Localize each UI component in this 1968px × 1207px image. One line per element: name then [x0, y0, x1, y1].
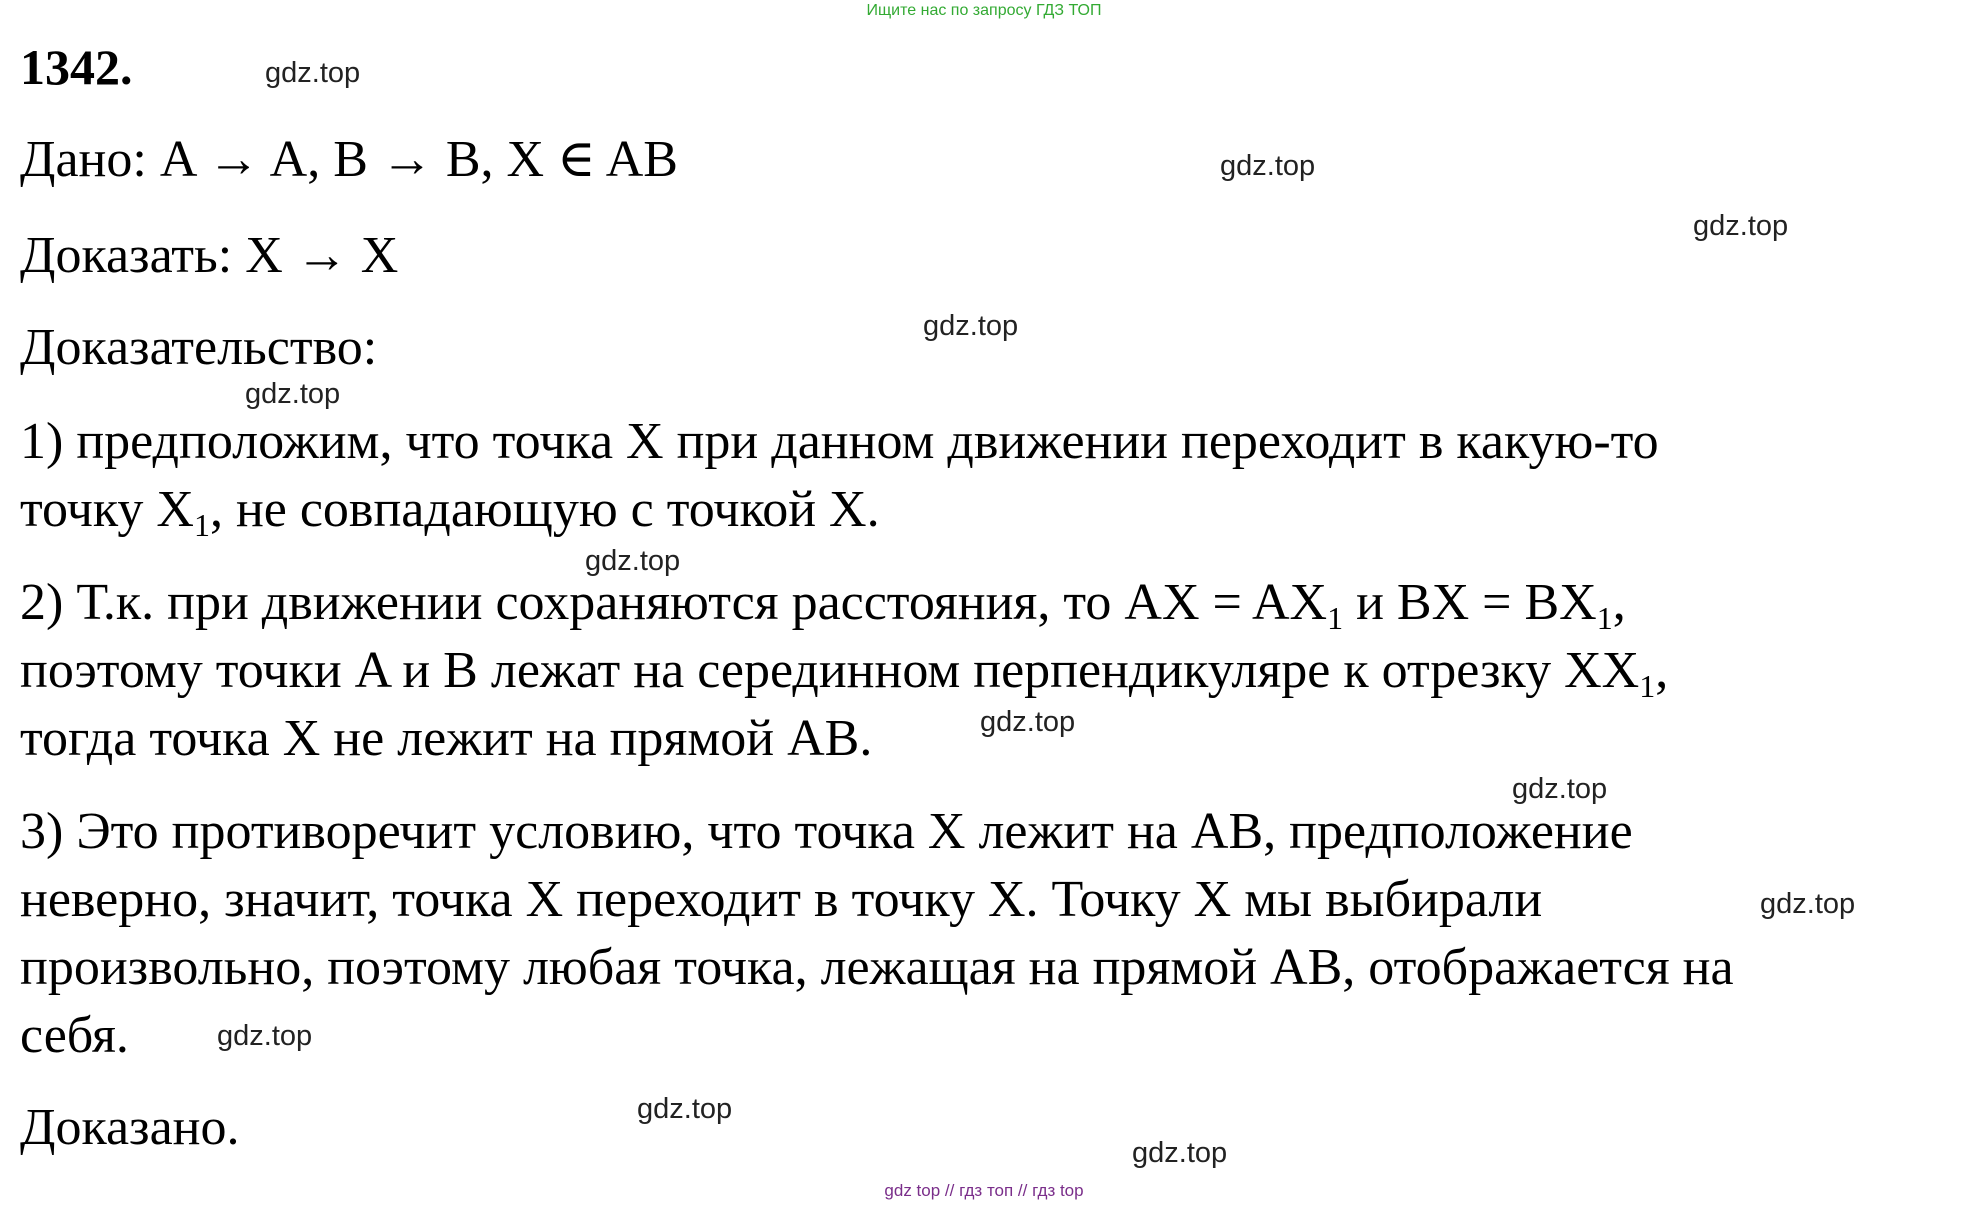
step-3-line-4: себя.: [20, 1007, 129, 1064]
step-2-line-2: [20, 641, 1669, 704]
watermark: gdz.top: [637, 1093, 733, 1125]
step-3-line-1: 3) Это противоречит условию, что точка X лежит на AB, предположение: [20, 803, 1633, 860]
watermark: gdz.top: [1220, 150, 1316, 182]
step-1-line-2: [20, 480, 880, 543]
given-line: Дано: A → A, B → B, X ∈ AB: [20, 131, 678, 188]
step-text: и BX = BX: [1343, 574, 1597, 631]
subscript: 1: [193, 507, 210, 543]
to-prove-line: Доказать: X → X: [20, 227, 399, 284]
watermark: gdz.top: [1693, 210, 1789, 242]
watermark: gdz.top: [1760, 888, 1856, 920]
watermark: gdz.top: [217, 1020, 313, 1052]
step-text: ,: [1612, 574, 1626, 631]
step-1-line-1: 1) предположим, что точка X при данном движении переходит в какую-то: [20, 413, 1659, 470]
watermark: gdz.top: [1512, 773, 1608, 805]
subscript: 1: [1596, 600, 1613, 636]
step-3-line-3: произвольно, поэтому любая точка, лежащая на прямой AB, отображается на: [20, 939, 1734, 996]
step-text: поэтому точки A и B лежат на серединном перпендикуляре к отрезку XX: [20, 642, 1640, 699]
step-text: ,: [1655, 642, 1669, 699]
watermark: gdz.top: [1132, 1137, 1228, 1169]
problem-number: 1342.: [20, 39, 133, 95]
step-text: точку X: [20, 481, 194, 538]
watermark: gdz.top: [585, 545, 681, 577]
footer-note: gdz top // гдз топ // гдз top: [884, 1181, 1084, 1200]
watermark: gdz.top: [245, 378, 341, 410]
proof-heading: Доказательство:: [20, 319, 378, 376]
step-3-line-2: неверно, значит, точка X переходит в точку X. Точку X мы выбирали: [20, 871, 1543, 928]
subscript: 1: [1327, 600, 1344, 636]
header-note: Ищите нас по запросу ГДЗ ТОП: [866, 2, 1102, 19]
step-2-line-1: [20, 573, 1626, 636]
step-2-line-3: тогда точка X не лежит на прямой AB.: [20, 710, 873, 767]
subscript: 1: [1639, 668, 1656, 704]
watermark: gdz.top: [265, 57, 361, 89]
step-text: 2) Т.к. при движении сохраняются расстояния, то AX = AX: [20, 574, 1328, 631]
watermark: gdz.top: [980, 706, 1076, 738]
watermark: gdz.top: [923, 310, 1019, 342]
step-text: , не совпадающую с точкой X.: [209, 481, 880, 538]
conclusion: Доказано.: [20, 1099, 240, 1156]
